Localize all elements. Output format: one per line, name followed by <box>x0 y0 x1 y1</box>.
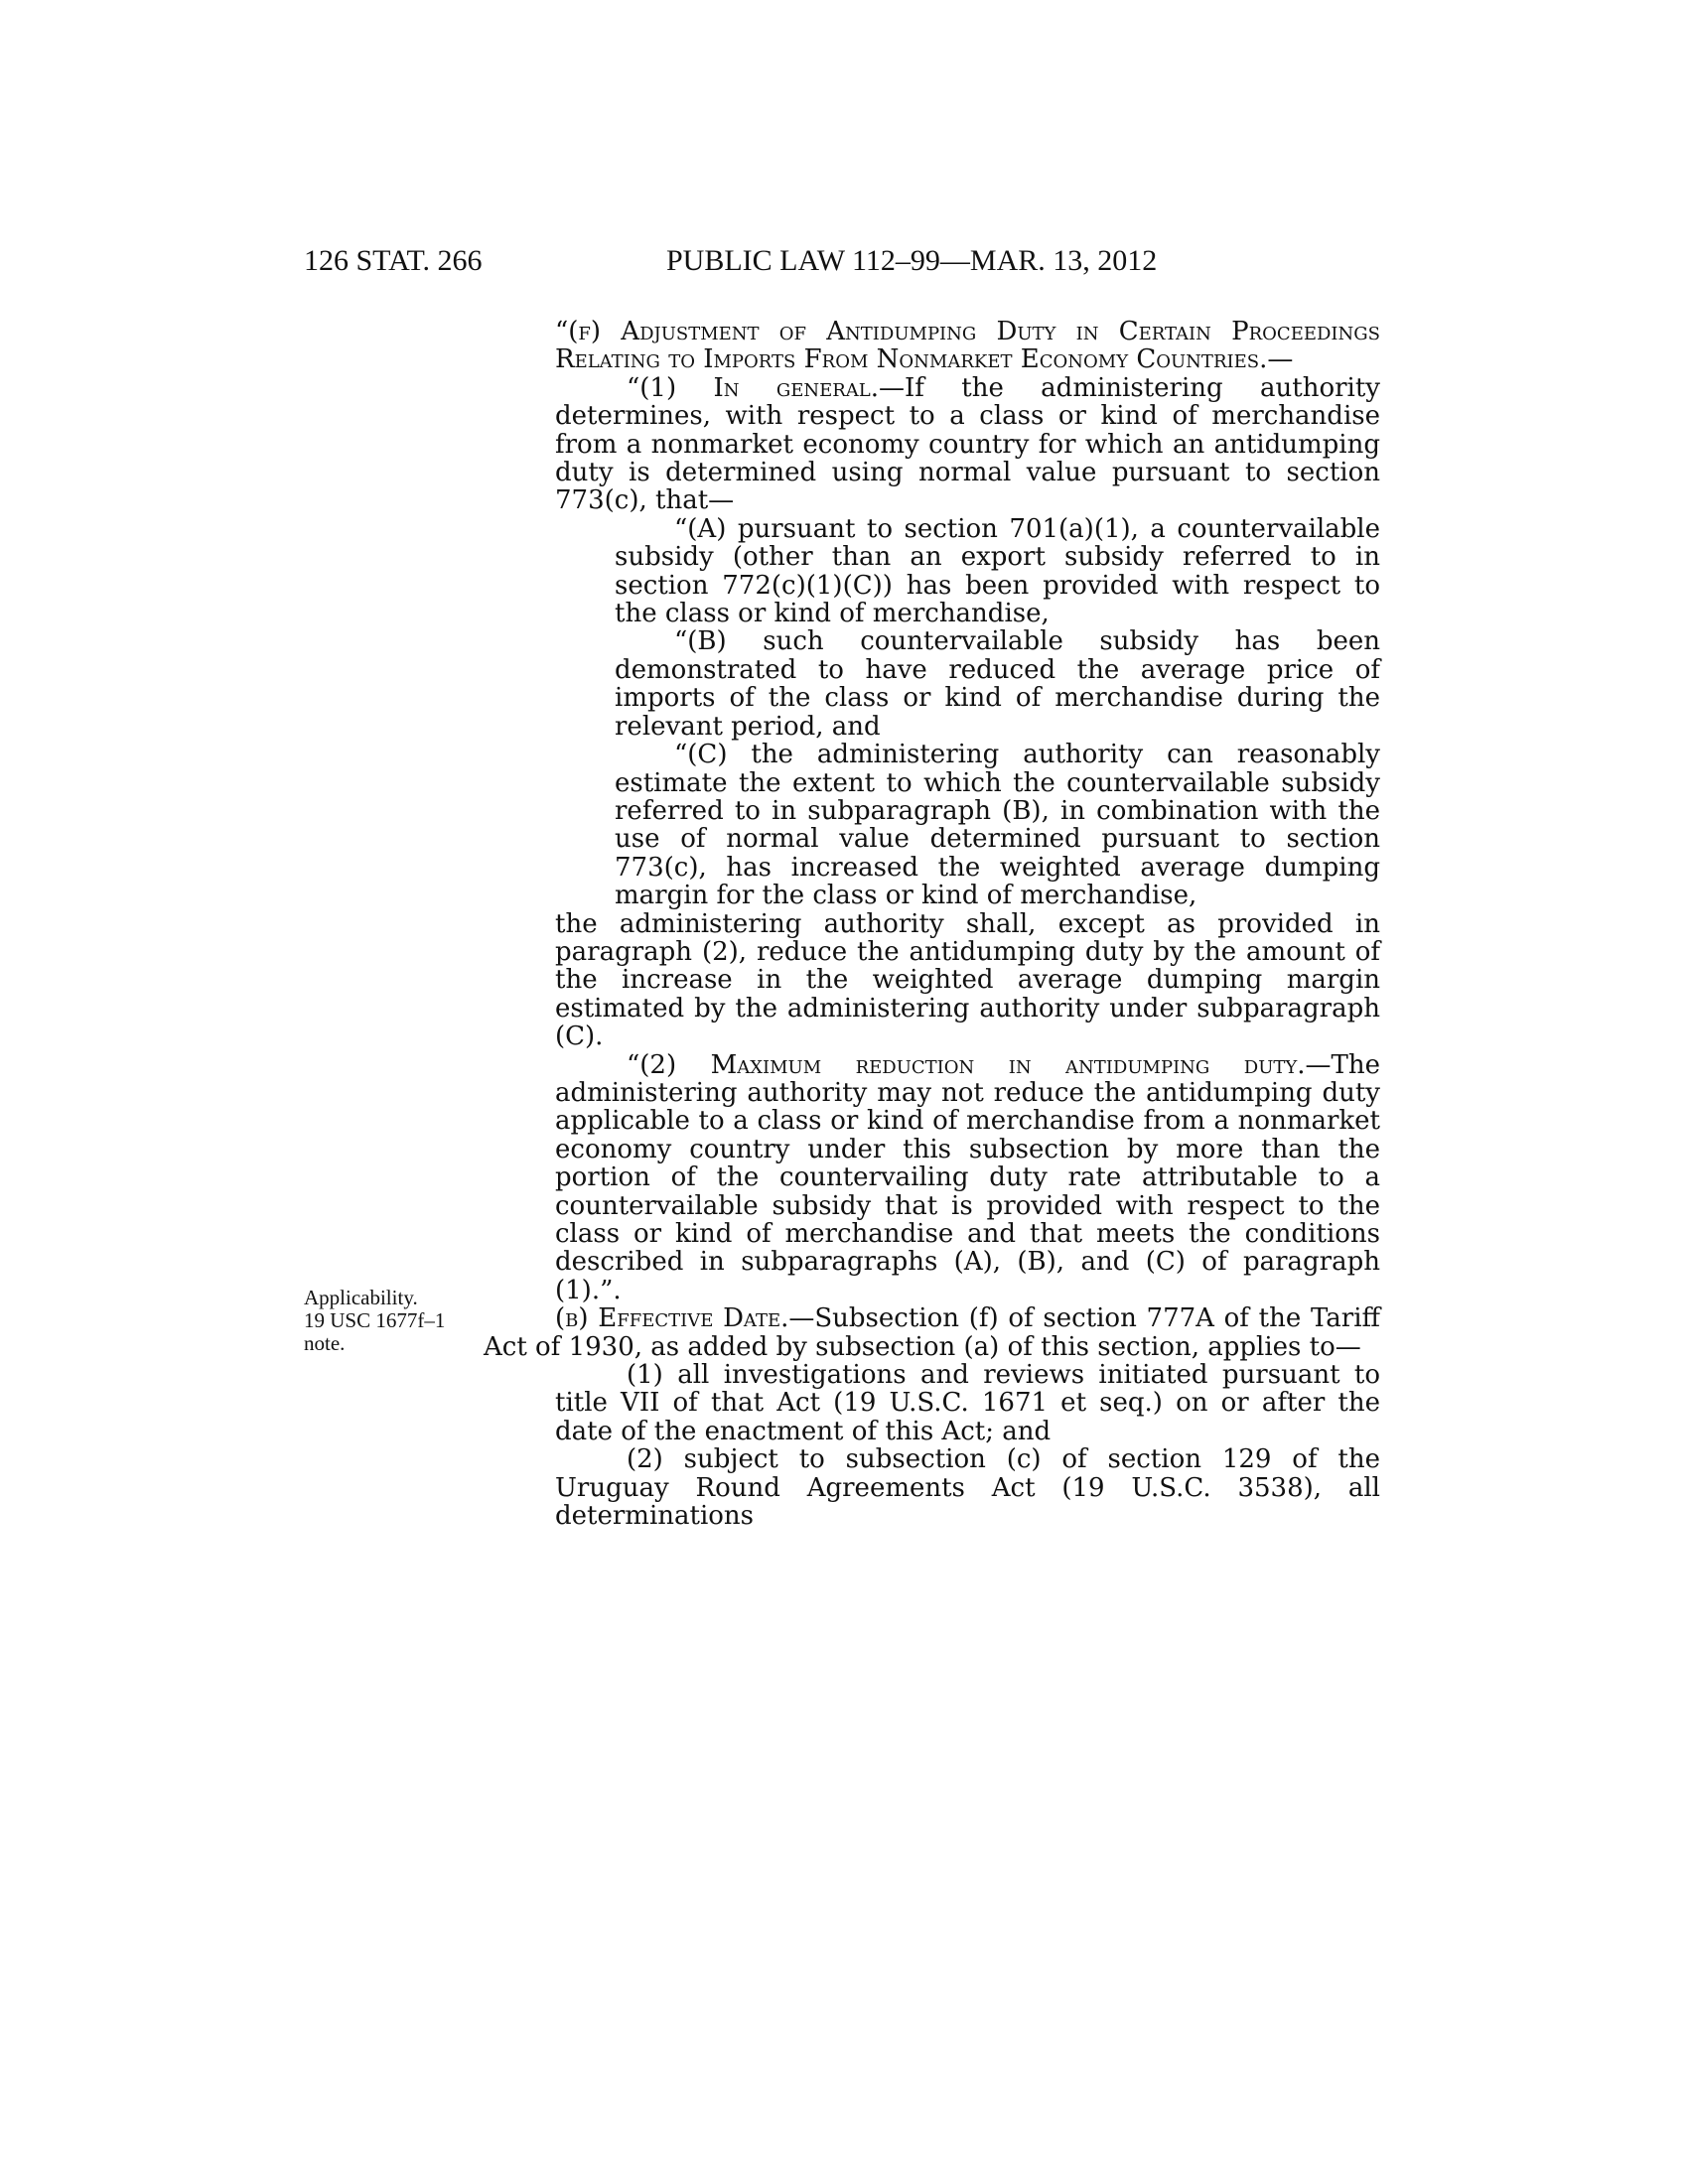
paragraph-1-heading: “(1) In general. <box>627 372 880 403</box>
subsection-b-item-2 <box>484 1445 1380 1530</box>
margin-note <box>304 1287 463 1355</box>
margin-note-usc-citation: 19 USC 1677f–1 <box>304 1308 446 1332</box>
margin-note-applicability: Applicability. <box>304 1286 418 1309</box>
subsection-b <box>484 1304 1380 1361</box>
page-header <box>304 244 1223 286</box>
paragraph-1-closing: the administering authority shall, except as provided in paragraph (2), reduce the antidumping duty by the amount of the increase in the weighted average dumping margin estimated by the administering authority under subparagraph (C). <box>555 908 1380 1052</box>
subsection-b-item-1-text: (1) all investigations and reviews initiated pursuant to title VII of that Act (19 U.S.C. 1671 et seq.) on or after the date of the enactment of this Act; and <box>555 1360 1380 1446</box>
subparagraph-b <box>484 627 1380 741</box>
subparagraph-a-text: “(A) pursuant to section 701(a)(1), a countervailable subsidy (other than an export subsidy referred to in section 772(c)(1)(C)) has been provided with respect to the class or kind of merchandise, <box>615 513 1380 629</box>
stat-page-number: 126 STAT. 266 <box>304 244 483 277</box>
subparagraph-c-text: “(C) the administering authority can reasonably estimate the extent to which the countervailable subsidy referred to in subparagraph (B), in combination with the use of normal value determined pursuant to section 773(c), has increased the weighted average dumping margin for the class or kind of merchandise, <box>615 740 1380 911</box>
subparagraph-b-text: “(B) such countervailable subsidy has been demonstrated to have reduced the average price of imports of the class or kind of merchandise during the relevant period, and <box>615 626 1380 742</box>
subparagraph-a <box>484 515 1380 628</box>
paragraph-2-heading: “(2) Maximum reduction in antidumping duty. <box>627 1049 1306 1080</box>
margin-note-note: note. <box>304 1331 346 1355</box>
subsection-b-text: —Subsection (f) of section 777A of the Tariff Act of 1930, as added by subsection (a) of this section, applies to— <box>484 1303 1380 1362</box>
paragraph-1-intro: —If the administering authority determines, with respect to a class or kind of merchandise from a nonmarket economy country for which an antidumping duty is determined using normal value pursuant to section 773(c), that— <box>555 372 1380 516</box>
subparagraph-c <box>484 741 1380 909</box>
subsection-f-heading: “(f) Adjustment of Antidumping Duty in Certain Proceedings Relating to Imports From Nonmarket Economy Countries.— <box>555 317 1380 375</box>
subsection-b-heading: (b) Effective Date. <box>555 1303 789 1334</box>
statute-text <box>484 318 1380 1530</box>
paragraph-2 <box>484 1051 1380 1305</box>
subsection-b-item-2-text: (2) subject to subsection (c) of section 129 of the Uruguay Round Agreements Act (19 U.S.C. 3538), all determinations <box>555 1444 1380 1532</box>
public-law-title: PUBLIC LAW 112–99—MAR. 13, 2012 <box>666 244 1158 277</box>
subsection-b-item-1 <box>484 1361 1380 1445</box>
paragraph-1 <box>484 374 1380 515</box>
paragraph-2-text: —The administering authority may not reduce the antidumping duty applicable to a class or kind of merchandise from a nonmarket economy country under this subsection by more than the portion of the countervailing duty rate attributable to a countervailable subsidy that is provided with respect to the class or kind of merchandise and that meets the conditions described in subparagraphs (A), (B), and (C) of paragraph (1).”. <box>555 1049 1380 1305</box>
